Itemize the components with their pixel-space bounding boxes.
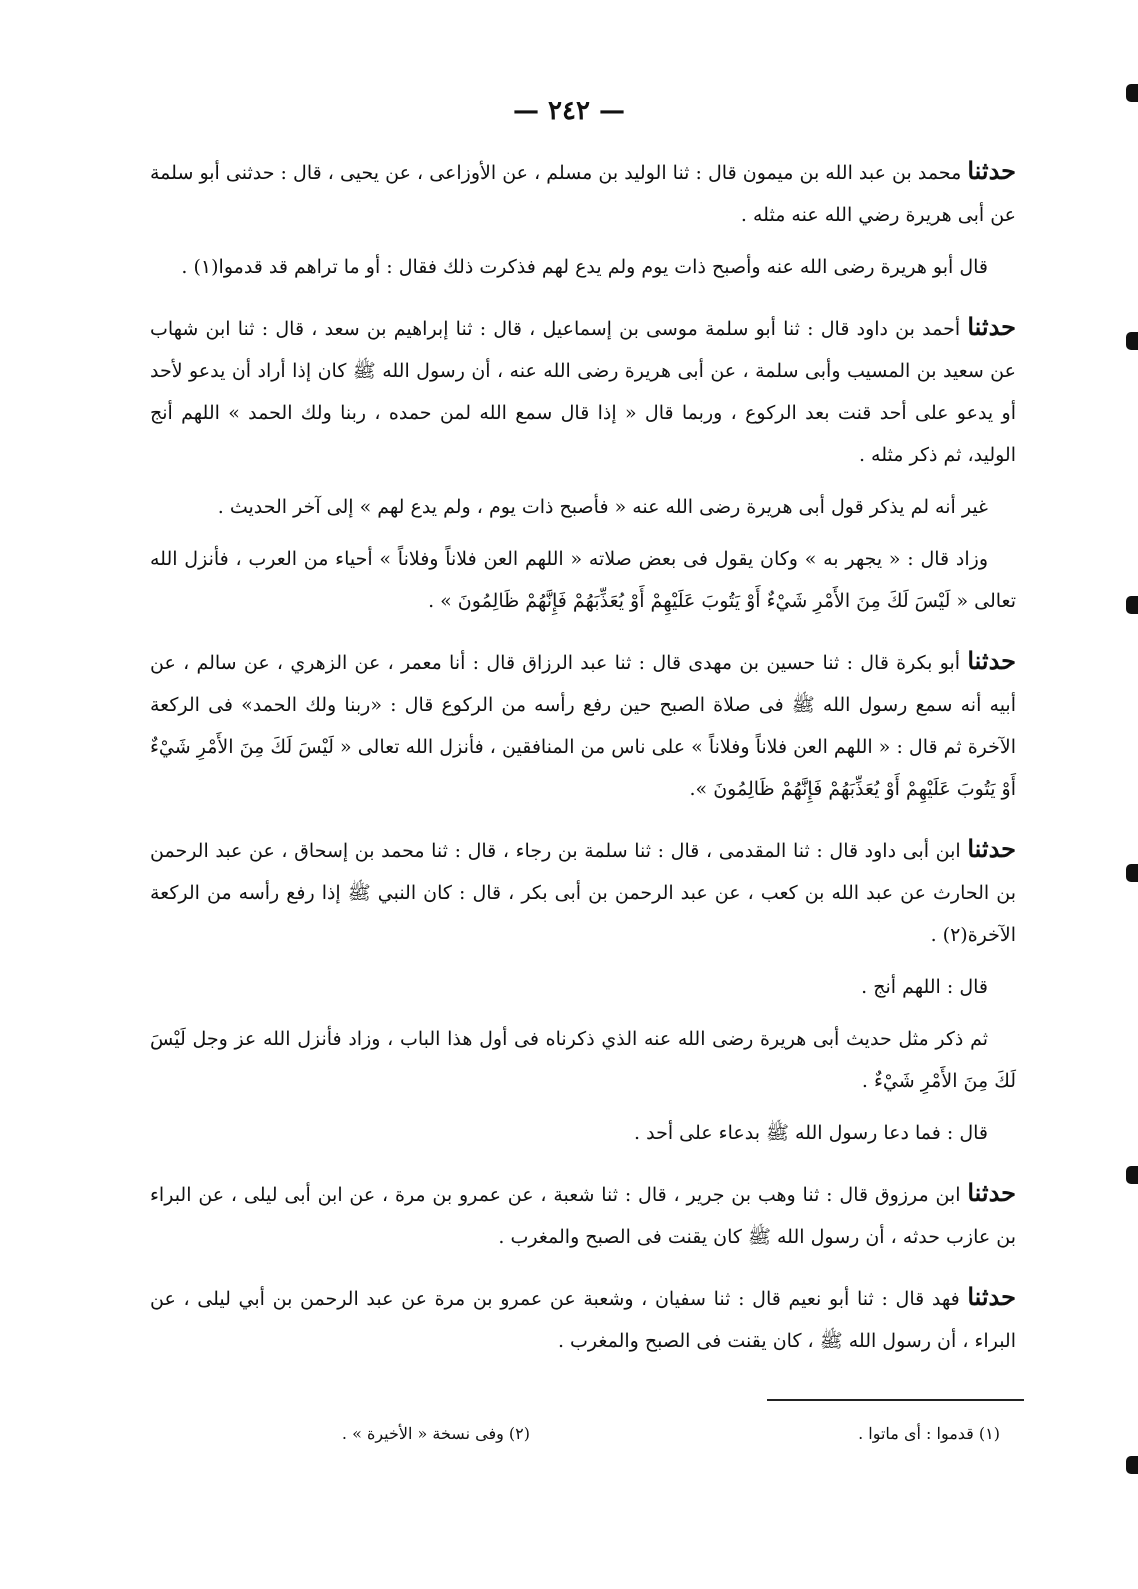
scan-edge-mark [1126, 1456, 1138, 1474]
scan-edge-mark [1126, 596, 1138, 614]
paragraph-text: غير أنه لم يذكر قول أبى هريرة رضى الله عنه « فأصبح ذات يوم ، ولم يدع لهم » إلى آخر الحديث . [217, 496, 988, 518]
footnote-2: (٢) وفى نسخة « الأخيرة » . [341, 1424, 530, 1443]
scan-edge-mark [1126, 864, 1138, 882]
paragraph-text: ابن أبى داود قال : ثنا المقدمى ، قال : ثنا سلمة بن رجاء ، قال : ثنا محمد بن إسحاق ، عن عبد الرحمن بن الحارث عن عبد الله بن كعب ، عن عبد الرحمن بن أبى بكر ، قال : كان النبي ﷺ إذا رفع رأسه من الركعة الآخرة(٢) . [150, 840, 1016, 946]
hadith-paragraph-12 [150, 1276, 1016, 1362]
main-text [150, 150, 1016, 1372]
paragraph-text: قال أبو هريرة رضى الله عنه وأصبح ذات يوم ولم يدع لهم فذكرت ذلك فقال : أو ما تراهم قد قدموا(١) . [181, 256, 988, 278]
hadith-lead-word: حدثنا [967, 156, 1016, 185]
paragraph-text: قال : اللهم أنج . [861, 976, 988, 998]
scan-edge-mark [1126, 84, 1138, 102]
paragraph-text: فهد قال : ثنا أبو نعيم قال : ثنا سفيان ، وشعبة عن عمرو بن مرة عن عبد الرحمن بن أبي ليلى ، عن البراء ، أن رسول الله ﷺ ، كان يقنت فى الصبح والمغرب . [150, 1288, 1016, 1352]
hadith-lead-word: حدثنا [967, 312, 1016, 341]
paragraph-text: محمد بن عبد الله بن ميمون قال : ثنا الوليد بن مسلم ، عن الأوزاعى ، عن يحيى ، قال : حدثنى أبو سلمة عن أبى هريرة رضي الله عنه مثله . [150, 162, 1016, 226]
hadith-paragraph-11 [150, 1172, 1016, 1258]
hadith-lead-word: حدثنا [967, 1282, 1016, 1311]
scan-edge-mark [1126, 1166, 1138, 1184]
paragraph-text: ثم ذكر مثل حديث أبى هريرة رضى الله عنه الذي ذكرناه فى أول هذا الباب ، وزاد فأنزل الله عز وجل لَيْسَ لَكَ مِنَ الأَمْرِ شَيْءٌ . [150, 1028, 1016, 1092]
hadith-paragraph-3 [150, 306, 1016, 476]
hadith-lead-word: حدثنا [967, 1178, 1017, 1207]
hadith-lead-word: حدثنا [967, 834, 1017, 863]
narration-paragraph-5 [150, 538, 1016, 622]
hadith-lead-word: حدثنا [967, 646, 1016, 675]
hadith-paragraph-6 [150, 640, 1016, 810]
narration-paragraph-4 [150, 486, 1016, 528]
paragraph-text: ابن مرزوق قال : ثنا وهب بن جرير ، قال : ثنا شعبة ، عن عمرو بن مرة ، عن ابن أبى ليلى ، عن البراء بن عازب حدثه ، أن رسول الله ﷺ كان يقنت فى الصبح والمغرب . [150, 1184, 1016, 1248]
narration-paragraph-9 [150, 1018, 1016, 1102]
narration-paragraph-10 [150, 1112, 1016, 1154]
paragraph-text: قال : فما دعا رسول الله ﷺ بدعاء على أحد . [634, 1122, 988, 1144]
paragraph-text: أحمد بن داود قال : ثنا أبو سلمة موسى بن إسماعيل ، قال : ثنا إبراهيم بن سعد ، قال : ثنا ابن شهاب عن سعيد بن المسيب وأبى سلمة ، عن أبى هريرة رضى الله عنه ، أن رسول الله ﷺ كان إذا أراد أن يدعو لأحد أو يدعو على أحد قنت بعد الركوع ، وربما قال « إذا قال سمع الله لمن حمده ، ربنا ولك الحمد » اللهم أنج الوليد، ثم ذكر مثله . [150, 318, 1016, 466]
hadith-paragraph-1 [150, 150, 1016, 236]
narration-paragraph-2 [150, 246, 1016, 288]
hadith-paragraph-7 [150, 828, 1016, 956]
scan-edge-mark [1126, 332, 1138, 350]
narration-paragraph-8 [150, 966, 1016, 1008]
footnote-1: (١) قدموا : أى ماتوا . [858, 1424, 1000, 1443]
paragraph-text: وزاد قال : « يجهر به » وكان يقول فى بعض صلاته « اللهم العن فلاناً وفلاناً » أحياء من العرب ، فأنزل الله تعالى « لَيْسَ لَكَ مِنَ الأَمْرِ شَيْءٌ أَوْ يَتُوبَ عَلَيْهِمْ أَوْ يُعَذِّبَهُمْ فَإِنَّهُمْ ظَالِمُونَ » . [150, 548, 1016, 612]
footnote-separator [767, 1399, 1024, 1401]
paragraph-text: أبو بكرة قال : ثنا حسين بن مهدى قال : ثنا عبد الرزاق قال : أنا معمر ، عن الزهري ، عن سالم ، عن أبيه أنه سمع رسول الله ﷺ فى صلاة الصبح حين رفع رأسه من الركوع قال : «ربنا ولك الحمد» فى الركعة الآخرة ثم قال : « اللهم العن فلاناً وفلاناً » على ناس من المنافقين ، فأنزل الله تعالى « لَيْسَ لَكَ مِنَ الأَمْرِ شَيْءٌ أَوْ يَتُوبَ عَلَيْهِمْ أَوْ يُعَذِّبَهُمْ فَإِنَّهُمْ ظَالِمُونَ ». [150, 652, 1016, 800]
page-number: — ٢٤٢ — [512, 96, 626, 126]
